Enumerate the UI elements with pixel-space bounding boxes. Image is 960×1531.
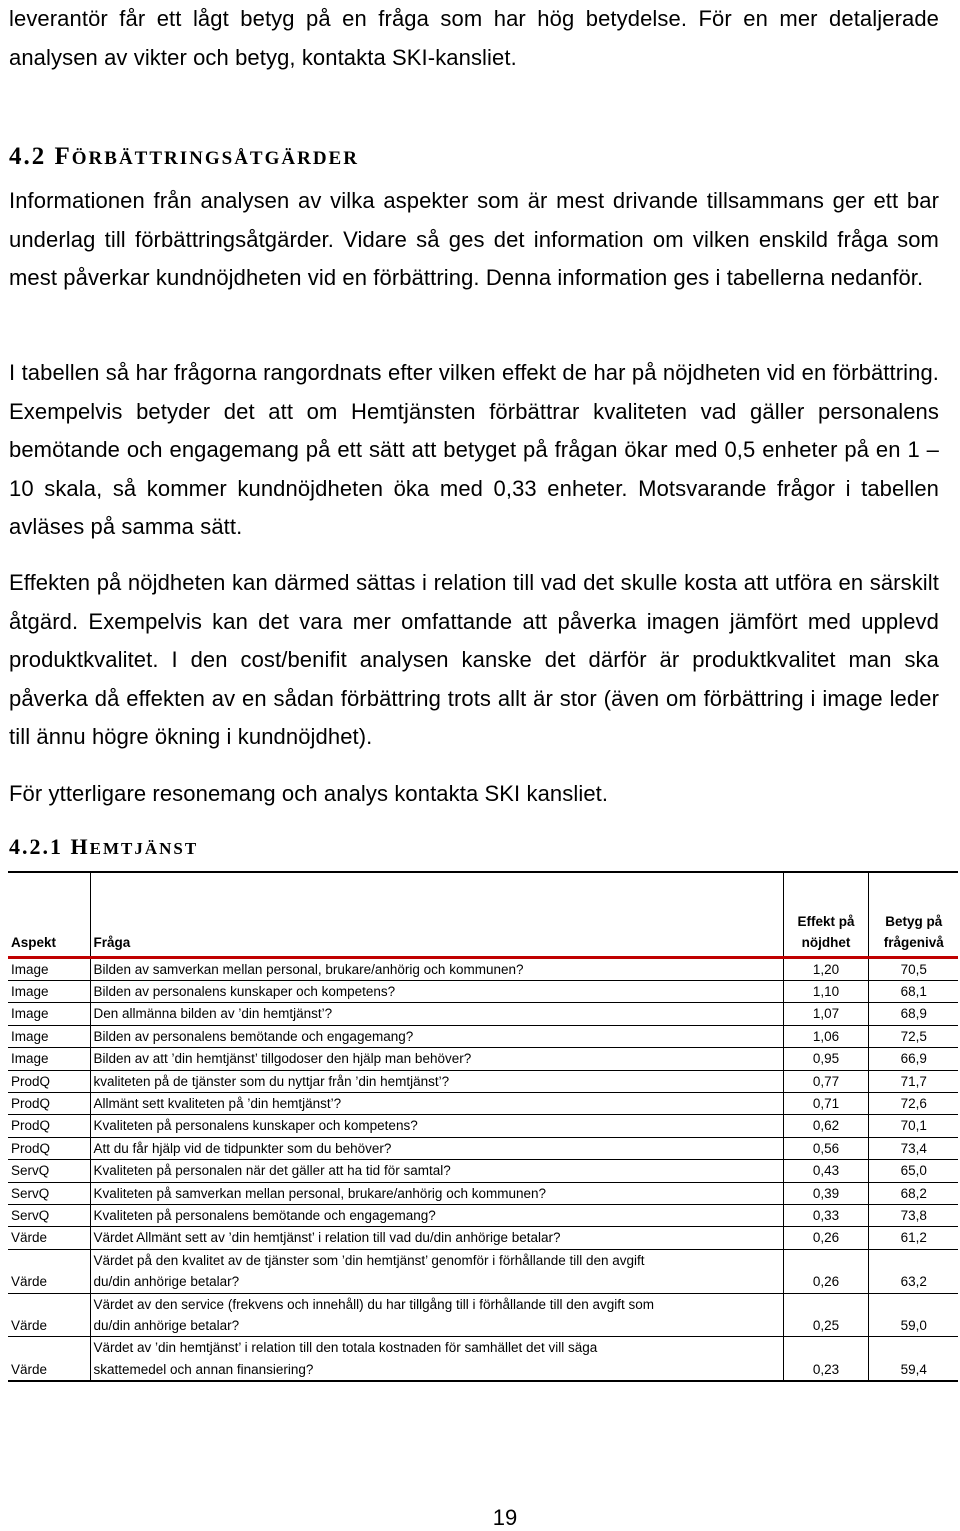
- cell-betyg: 65,0: [868, 1160, 958, 1182]
- cell-effekt: 0,26: [783, 1249, 868, 1293]
- cell-aspekt: ProdQ: [8, 1115, 90, 1137]
- subsection-title-initial: H: [70, 834, 90, 859]
- cell-fraga: Kvaliteten på personalens bemötande och engagemang?: [90, 1204, 783, 1226]
- table-row: [8, 1025, 958, 1047]
- cell-fraga: Bilden av samverkan mellan personal, brukare/anhörig och kommunen?: [90, 957, 783, 980]
- cell-aspekt: Värde: [8, 1227, 90, 1249]
- table-row: [8, 1227, 958, 1249]
- table-row: [8, 1092, 958, 1114]
- cell-fraga: Bilden av personalens bemötande och engagemang?: [90, 1025, 783, 1047]
- cell-effekt: 0,62: [783, 1115, 868, 1137]
- cell-fraga-line: du/din anhörige betalar?: [93, 1274, 240, 1290]
- section-title-initial: F: [54, 143, 72, 170]
- cell-betyg: 71,7: [868, 1070, 958, 1092]
- cell-fraga-line: Värdet av ’din hemtjänst’ i relation till den totala kostnaden för samhället det vill säga: [93, 1340, 598, 1356]
- cell-fraga-line: skattemedel och annan finansiering?: [93, 1361, 314, 1377]
- table-row: [8, 1115, 958, 1137]
- cell-aspekt: Image: [8, 1048, 90, 1070]
- cell-fraga: Kvaliteten på personalen när det gäller att ha tid för samtal?: [90, 1160, 783, 1182]
- cell-aspekt: Image: [8, 1003, 90, 1025]
- cell-fraga: [90, 1293, 783, 1337]
- cell-aspekt: ProdQ: [8, 1070, 90, 1092]
- cell-aspekt: Värde: [8, 1337, 90, 1381]
- cell-fraga: [90, 1249, 783, 1293]
- cell-aspekt: ProdQ: [8, 1137, 90, 1159]
- cell-aspekt: ServQ: [8, 1160, 90, 1182]
- section-heading: [9, 143, 359, 171]
- cell-effekt: 0,33: [783, 1204, 868, 1226]
- cell-betyg: 59,0: [868, 1293, 958, 1337]
- cell-effekt: 0,77: [783, 1070, 868, 1092]
- paragraph-cost-benefit: Effekten på nöjdheten kan därmed sättas i relation till vad det skulle kosta att utföra en särskilt åtgärd. Exempelvis kan det vara mer omfattande att påverka imagen jämfört med upplevd produktkvalitet. I den cost/benifit analysen kanske det därför är produktkvalitet man ska påverka då effekten av en sådan förbättring trots allt är stor (även om förbättring i image leder till ännu högre ökning i kundnöjdhet).: [9, 570, 939, 750]
- cell-betyg: 59,4: [868, 1337, 958, 1381]
- cell-effekt: 0,43: [783, 1160, 868, 1182]
- table-row: [8, 1137, 958, 1159]
- cell-fraga-line: du/din anhörige betalar?: [93, 1318, 240, 1333]
- cell-betyg: 63,2: [868, 1249, 958, 1293]
- cell-effekt: 1,20: [783, 957, 868, 980]
- cell-aspekt: ProdQ: [8, 1092, 90, 1114]
- cell-aspekt: ServQ: [8, 1182, 90, 1204]
- section-number: 4.2: [9, 143, 47, 170]
- cell-aspekt: ServQ: [8, 1204, 90, 1226]
- paragraph-analysis: Informationen från analysen av vilka aspekter som är mest drivande tillsammans ger ett bar underlag till förbättringsåtgärder. Vidare så ges det information om vilken enskild fråga som mest påverkar kundnöjdheten vid en förbättring. Denna information ges i tabellerna nedanför.: [9, 188, 939, 291]
- cell-fraga: Den allmänna bilden av ’din hemtjänst’?: [90, 1003, 783, 1025]
- cell-effekt: 1,06: [783, 1025, 868, 1047]
- table-row: [8, 1249, 958, 1293]
- cell-betyg: 61,2: [868, 1227, 958, 1249]
- table-row: [8, 1293, 958, 1337]
- table-row: [8, 1160, 958, 1182]
- cell-fraga: [90, 1337, 783, 1381]
- subsection-title-rest: EMTJÄNST: [89, 839, 199, 858]
- cell-betyg: 70,5: [868, 957, 958, 980]
- table-header-row: [8, 872, 958, 957]
- cell-betyg: 68,9: [868, 1003, 958, 1025]
- cell-fraga: Bilden av personalens kunskaper och kompetens?: [90, 980, 783, 1002]
- cell-aspekt: Image: [8, 980, 90, 1002]
- cell-betyg: 72,5: [868, 1025, 958, 1047]
- cell-fraga: Värdet Allmänt sett av ’din hemtjänst’ i relation till vad du/din anhörige betalar?: [90, 1227, 783, 1249]
- header-effekt: Effekt på nöjdhet: [783, 872, 868, 957]
- table-row: [8, 1337, 958, 1381]
- cell-effekt: 0,39: [783, 1182, 868, 1204]
- cell-fraga: Kvaliteten på personalens kunskaper och kompetens?: [90, 1115, 783, 1137]
- paragraph-ranking: I tabellen så har frågorna rangordnats efter vilken effekt de har på nöjdheten vid en förbättring. Exempelvis betyder det att om Hemtjänsten förbättrar kvaliteten vad gäller personalens bemötande och engagemang på ett sätt att betyget på frågan ökar med 0,5 enheter på en 1 – 10 skala, så kommer kundnöjdheten öka med 0,33 enheter. Motsvarande frågor i tabellen avläses på samma sätt.: [9, 360, 939, 540]
- subsection-heading: [9, 834, 198, 860]
- header-betyg: Betyg på frågenivå: [868, 872, 958, 957]
- cell-effekt: 0,25: [783, 1293, 868, 1337]
- cell-fraga-line: Värdet av den service (frekvens och innehåll) du har tillgång till i förhållande till den avgift som: [93, 1296, 655, 1312]
- cell-effekt: 0,56: [783, 1137, 868, 1159]
- cell-aspekt: Image: [8, 1025, 90, 1047]
- subsection-number: 4.2.1: [9, 834, 63, 859]
- cell-aspekt: Värde: [8, 1293, 90, 1337]
- table-row: [8, 1003, 958, 1025]
- cell-effekt: 0,26: [783, 1227, 868, 1249]
- cell-effekt: 0,95: [783, 1048, 868, 1070]
- cell-fraga: Att du får hjälp vid de tidpunkter som du behöver?: [90, 1137, 783, 1159]
- page-number: 19: [492, 1505, 518, 1530]
- cell-effekt: 1,07: [783, 1003, 868, 1025]
- cell-betyg: 73,8: [868, 1204, 958, 1226]
- cell-fraga: kvaliteten på de tjänster som du nyttjar från ’din hemtjänst’?: [90, 1070, 783, 1092]
- table-row: [8, 957, 958, 980]
- cell-fraga: Bilden av att ’din hemtjänst’ tillgodoser den hjälp man behöver?: [90, 1048, 783, 1070]
- table-row: [8, 1204, 958, 1226]
- table-row: [8, 1070, 958, 1092]
- cell-betyg: 68,1: [868, 980, 958, 1002]
- cell-effekt: 0,71: [783, 1092, 868, 1114]
- improvement-table: [8, 871, 958, 1382]
- cell-betyg: 68,2: [868, 1182, 958, 1204]
- cell-effekt: 1,10: [783, 980, 868, 1002]
- cell-betyg: 66,9: [868, 1048, 958, 1070]
- cell-betyg: 70,1: [868, 1115, 958, 1137]
- cell-aspekt: Värde: [8, 1249, 90, 1293]
- header-fraga: Fråga: [90, 872, 783, 957]
- table-row: [8, 1182, 958, 1204]
- paragraph-contact: För ytterligare resonemang och analys kontakta SKI kansliet.: [9, 781, 609, 806]
- table-row: [8, 980, 958, 1002]
- section-title-rest: ÖRBÄTTRINGSÅTGÄRDER: [71, 148, 359, 169]
- cell-betyg: 73,4: [868, 1137, 958, 1159]
- cell-fraga: Kvaliteten på samverkan mellan personal, brukare/anhörig och kommunen?: [90, 1182, 783, 1204]
- intro-paragraph: leverantör får ett lågt betyg på en fråga som har hög betydelse. För en mer detaljerade analysen av vikter och betyg, kontakta SKI-kansliet.: [9, 6, 939, 70]
- cell-effekt: 0,23: [783, 1337, 868, 1381]
- cell-fraga: Allmänt sett kvaliteten på ’din hemtjänst’?: [90, 1092, 783, 1114]
- cell-fraga-line: Värdet på den kvalitet av de tjänster som ’din hemtjänst’ genomför i förhållande till den avgift: [93, 1252, 645, 1268]
- table-row: [8, 1048, 958, 1070]
- cell-aspekt: Image: [8, 957, 90, 980]
- header-aspekt: Aspekt: [8, 872, 90, 957]
- cell-betyg: 72,6: [868, 1092, 958, 1114]
